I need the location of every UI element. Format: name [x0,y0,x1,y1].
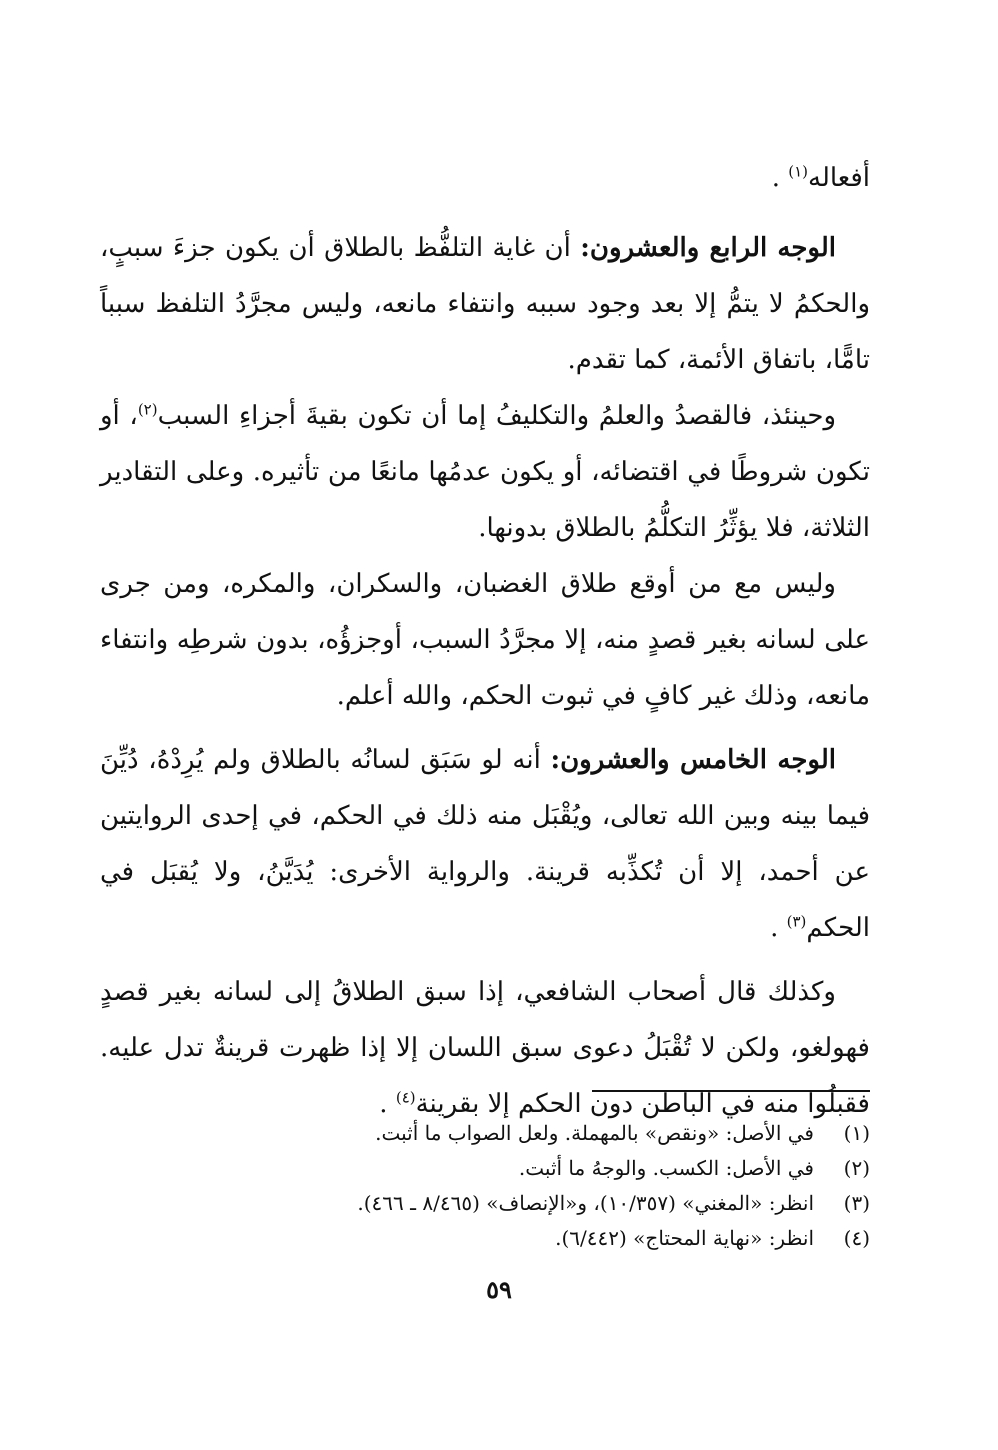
section-heading-24: الوجه الرابع والعشرون: [580,233,837,263]
paragraph-conditions [100,388,870,556]
footnote-4 [100,1221,870,1256]
lead-line [100,150,870,206]
footnote-text: انظر: «المغني» (١٠/٣٥٧)، و«الإنصاف» (٨/٤٦٥ ـ ٤٦٦). [357,1191,814,1215]
footnote-ref-1: (١) [788,162,809,181]
lead-text: أفعاله [808,163,870,193]
paragraph-tail: . [770,913,787,943]
footnote-ref-2: (٢) [137,400,158,419]
footnote-3 [100,1186,870,1221]
footnote-text: في الأصل: الكسب. والوجهُ ما أثبت. [518,1156,814,1180]
footnote-number: (٣) [843,1191,870,1215]
paragraph-text: وليس مع من أوقع طلاق الغضبان، والسكران، والمكره، ومن جرى على لسانه بغير قصدٍ منه، إلا مجرَّدُ السبب، أوجزؤُه، بدون شرطِه وانتفاء مانعه، وذلك غير كافٍ في ثبوت الحكم، والله أعلم. [100,569,870,711]
paragraph-text: أن غاية التلفُّظ بالطلاق أن يكون جزءَ سببٍ، والحكمُ لا يتمُّ إلا بعد وجود سببه وانتفاء مانعه، وليس مجرَّدُ التلفظ سبباً تامًّا، باتفاق الأئمة، كما تقدم. [100,233,870,375]
footnote-2 [100,1151,870,1186]
paragraph-angry-drunk [100,556,870,724]
footnote-text: في الأصل: «ونقص» بالمهملة. ولعل الصواب ما أثبت. [375,1121,814,1145]
footnote-number: (٤) [843,1226,870,1250]
paragraph-text: وحينئذ، فالقصدُ والعلمُ والتكليفُ إما أن تكون بقيةَ أجزاءِ السبب [157,401,837,431]
lead-tail: . [771,163,789,193]
paragraph-text: وكذلك قال أصحاب الشافعي، إذا سبق الطلاقُ إلى لسانه بغير قصدٍ فهولغو، ولكن لا تُقْبَلُ دعوى سبق اللسان إلا إذا ظهرت قرينةٌ تدل عليه. فقبلُوا منه في الباطن دون الحكم إلا بقرينة [100,977,870,1119]
footnote-number: (٢) [843,1156,870,1180]
paragraph-text-cont: ، أو تكون شروطًا في اقتضائه، أو يكون عدمُها مانعًا من تأثيره. وعلى التقادير الثلاثة، فلا يؤثِّرُ التكلُّمُ بالطلاق بدونها. [100,401,870,543]
footnote-ref-3: (٣) [786,912,807,931]
footnote-number: (١) [843,1121,870,1145]
main-text [100,150,870,1132]
paragraph-24th-aspect [100,220,870,388]
footnotes [100,1116,870,1256]
paragraph-text: أنه لو سَبَق لسانُه بالطلاق ولم يُرِدْهُ، دُيِّنَ فيما بينه وبين الله تعالى، ويُقْبَل منه ذلك في الحكم، في إحدى الروايتين عن أحمد، إلا أن تُكذِّبه قرينة. والرواية الأخرى: يُدَيَّنُ، ولا يُقبَل في الحكم [100,745,870,943]
footnote-ref-4: (٤) [395,1088,416,1107]
paragraph-shafii [100,964,870,1132]
paragraph-tail: . [379,1089,396,1119]
paragraph-25th-aspect [100,732,870,956]
section-heading-25: الوجه الخامس والعشرون: [550,745,836,775]
footnote-separator [592,1090,870,1092]
footnote-1 [100,1116,870,1151]
footnote-text: انظر: «نهاية المحتاج» (٦/٤٤٢). [555,1226,814,1250]
page-number: ٥٩ [486,1275,512,1304]
